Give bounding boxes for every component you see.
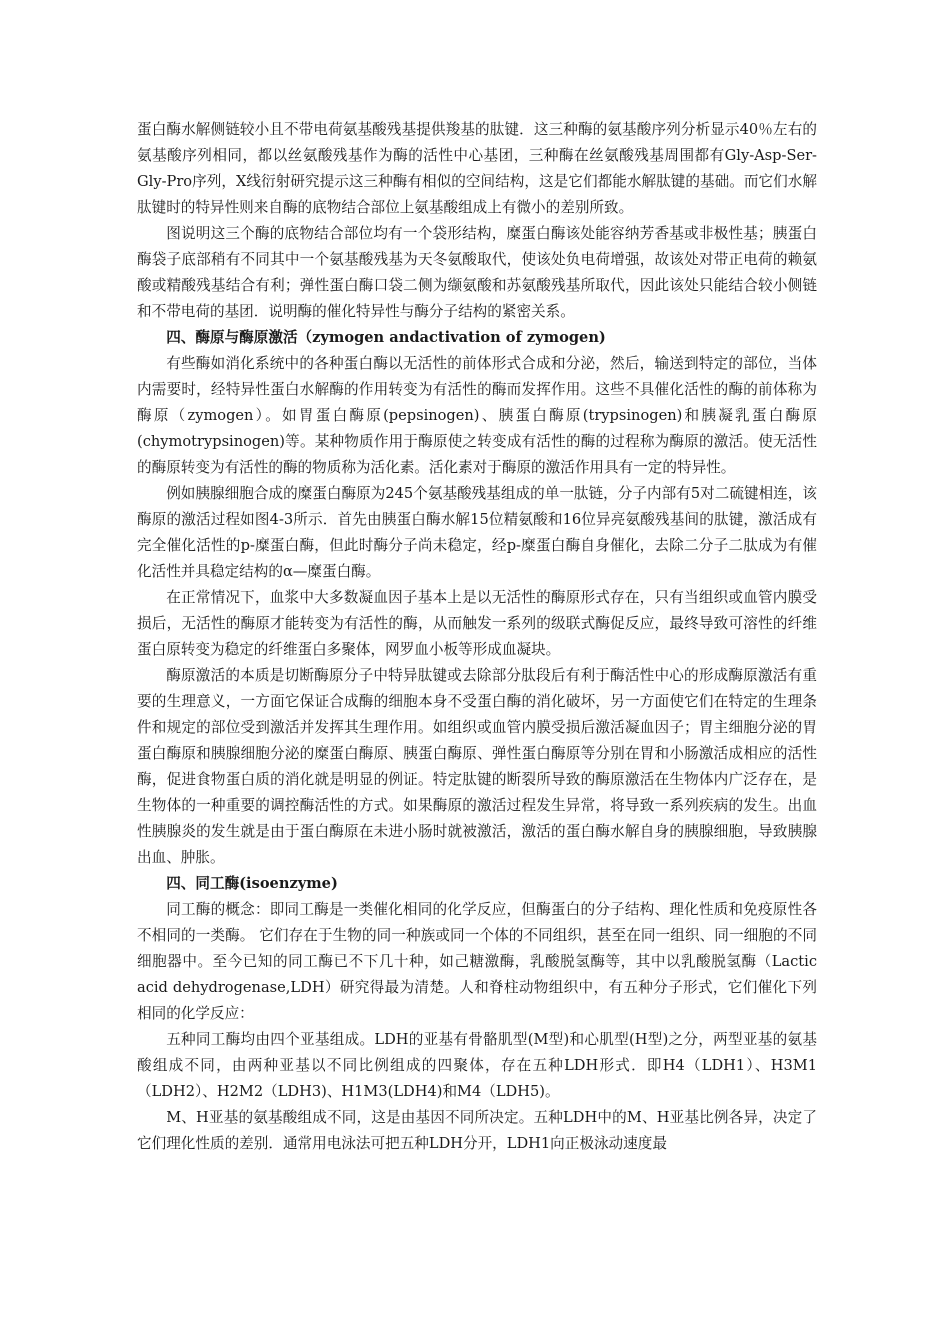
paragraph: 例如胰腺细胞合成的糜蛋白酶原为245个氨基酸残基组成的单一肽链，分子内部有5对二硫键相连，该酶原的激活过程如图4-3所示．首先由胰蛋白酶水解15位精氨酸和16位异亮氨酸残基间的肽键，激活成有完全催化活性的p-糜蛋白酶，但此时酶分子尚未稳定，经p-糜蛋白酶自身催化，去除二分子二肽成为有催化活性并具稳定结构的α—糜蛋白酶。 [137, 485, 817, 580]
paragraph: 酶原激活的本质是切断酶原分子中特异肽键或去除部分肽段后有利于酶活性中心的形成酶原激活有重要的生理意义，一方面它保证合成酶的细胞本身不受蛋白酶的消化破坏，另一方面使它们在特定的生理条件和规定的部位受到激活并发挥其生理作用。如组织或血管内膜受损后激活凝血因子；胃主细胞分泌的胃蛋白酶原和胰腺细胞分泌的糜蛋白酶原、胰蛋白酶原、弹性蛋白酶原等分别在胃和小肠激活成相应的活性酶，促进食物蛋白质的消化就是明显的例证。特定肽键的断裂所导致的酶原激活在生物体内广泛存在，是生物体的一种重要的调控酶活性的方式。如果酶原的激活过程发生异常，将导致一系列疾病的发生。出血性胰腺炎的发生就是由于蛋白酶原在未进小肠时就被激活，激活的蛋白酶水解自身的胰腺细胞，导致胰腺出血、肿胀。 [137, 667, 817, 866]
section-heading-isoenzyme: 四、同工酶(isoenzyme) [166, 875, 338, 892]
paragraph-continuation: 蛋白酶水解侧链较小且不带电荷氨基酸残基提供羧基的肽键．这三种酶的氨基酸序列分析显示40％左右的氨基酸序列相同，都以丝氨酸残基作为酶的活性中心基团，三种酶在丝氨酸残基周围都有Gly-Asp-Ser-Gly-Pro序列，X线衍射研究提示这三种酶有相似的空间结构，这是它们都能水解肽键的基础。而它们水解肽键时的特异性则来自酶的底物结合部位上氨基酸组成上有微小的差别所致。 [137, 121, 817, 216]
paragraph: 在正常情况下，血浆中大多数凝血因子基本上是以无活性的酶原形式存在，只有当组织或血管内膜受损后，无活性的酶原才能转变为有活性的酶，从而触发一系列的级联式酶促反应，最终导致可溶性的纤维蛋白原转变为稳定的纤维蛋白多聚体，网罗血小板等形成血凝块。 [137, 589, 817, 658]
paragraph: 图说明这三个酶的底物结合部位均有一个袋形结构，糜蛋白酶该处能容纳芳香基或非极性基；胰蛋白酶袋子底部稍有不同其中一个氨基酸残基为天冬氨酸取代，使该处负电荷增强，故该处对带正电荷的赖氨酸或精酸残基结合有利；弹性蛋白酶口袋二侧为缬氨酸和苏氨酸残基所取代，因此该处只能结合较小侧链和不带电荷的基团．说明酶的催化特异性与酶分子结构的紧密关系。 [137, 225, 817, 320]
paragraph: 同工酶的概念：即同工酶是一类催化相同的化学反应，但酶蛋白的分子结构、理化性质和免疫原性各不相同的一类酶。 它们存在于生物的同一种族或同一个体的不同组织，甚至在同一组织、同一细胞的不同细胞器中。至今已知的同工酶已不下几十种，如己糖激酶，乳酸脱氢酶等，其中以乳酸脱氢酶（Lactic acid dehydrogenase,LDH）研究得最为清楚。人和脊柱动物组织中，有五种分子形式，它们催化下列相同的化学反应： [137, 901, 817, 1022]
paragraph: 有些酶如消化系统中的各种蛋白酶以无活性的前体形式合成和分泌，然后，输送到特定的部位，当体内需要时，经特异性蛋白水解酶的作用转变为有活性的酶而发挥作用。这些不具催化活性的酶的前体称为酶原（zymogen）。如胃蛋白酶原(pepsinogen)、胰蛋白酶原(trypsinogen)和胰凝乳蛋白酶原(chymotrypsinogen)等。某种物质作用于酶原使之转变成有活性的酶的过程称为酶原的激活。使无活性的酶原转变为有活性的酶的物质称为活化素。活化素对于酶原的激活作用具有一定的特异性。 [137, 355, 817, 476]
document-body [137, 117, 817, 1157]
paragraph: M、H亚基的氨基酸组成不同，这是由基因不同所决定。五种LDH中的M、H亚基比例各异，决定了它们理化性质的差别．通常用电泳法可把五种LDH分开，LDH1向正极泳动速度最 [137, 1109, 817, 1152]
paragraph: 五种同工酶均由四个亚基组成。LDH的亚基有骨骼肌型(M型)和心肌型(H型)之分，两型亚基的氨基酸组成不同，由两种亚基以不同比例组成的四聚体，存在五种LDH形式．即H4（LDH1）、H3M1（LDH2）、H2M2（LDH3)、H1M3(LDH4)和M4（LDH5)。 [137, 1031, 817, 1100]
section-heading-zymogen: 四、酶原与酶原激活（zymogen andactivation of zymogen) [166, 329, 606, 346]
